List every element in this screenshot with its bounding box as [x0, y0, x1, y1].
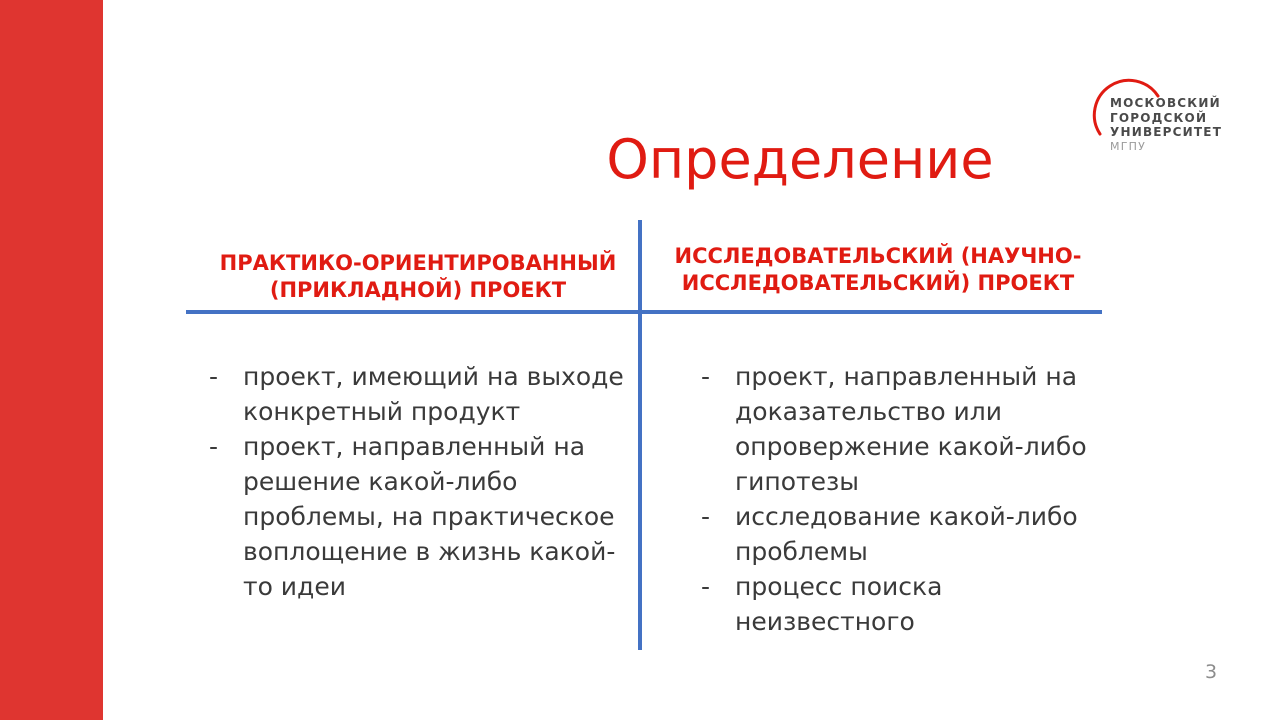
right-column-heading — [648, 243, 1108, 297]
logo-line-3: УНИВЕРСИТЕТ — [1110, 125, 1223, 139]
page-number: 3 — [1204, 661, 1218, 683]
left-heading-line-1: ПРАКТИКО-ОРИЕНТИРОВАННЫЙ — [219, 251, 617, 275]
list-item-text: проект, направленный на доказательство или опровержение какой-либо гипотезы — [735, 362, 1087, 496]
list-item — [697, 359, 1127, 499]
logo-text — [1110, 96, 1222, 154]
bullet-dash: - — [209, 362, 219, 391]
list-item — [697, 499, 1127, 569]
list-item-text: процесс поиска неизвестного — [735, 572, 943, 636]
list-item — [697, 569, 1127, 639]
right-heading-line-2: ИССЛЕДОВАТЕЛЬСКИЙ) ПРОЕКТ — [681, 271, 1075, 295]
left-accent-bar — [0, 0, 103, 720]
bullet-dash: - — [209, 432, 219, 461]
logo-line-4: МГПУ — [1110, 139, 1146, 153]
horizontal-divider — [186, 310, 1102, 314]
logo-line-2: ГОРОДСКОЙ — [1110, 110, 1208, 125]
left-heading-line-2: (ПРИКЛАДНОЙ) ПРОЕКТ — [269, 278, 567, 302]
logo-line-1: МОСКОВСКИЙ — [1110, 96, 1221, 110]
left-definition-list — [205, 359, 635, 604]
right-heading-line-1: ИССЛЕДОВАТЕЛЬСКИЙ (НАУЧНО- — [674, 244, 1082, 268]
list-item-text: проект, направленный на решение какой-либо проблемы, на практическое воплощение в жизнь какой-то идеи — [243, 432, 616, 601]
bullet-dash: - — [701, 572, 711, 601]
right-definition-list — [697, 359, 1127, 639]
list-item — [205, 429, 635, 604]
bullet-dash: - — [701, 362, 711, 391]
vertical-divider — [638, 220, 642, 650]
left-column-heading — [200, 250, 636, 304]
bullet-dash: - — [701, 502, 711, 531]
list-item-text: исследование какой-либо проблемы — [735, 502, 1078, 566]
slide-title: Определение — [606, 128, 994, 191]
list-item — [205, 359, 635, 429]
list-item-text: проект, имеющий на выходе конкретный продукт — [243, 362, 624, 426]
